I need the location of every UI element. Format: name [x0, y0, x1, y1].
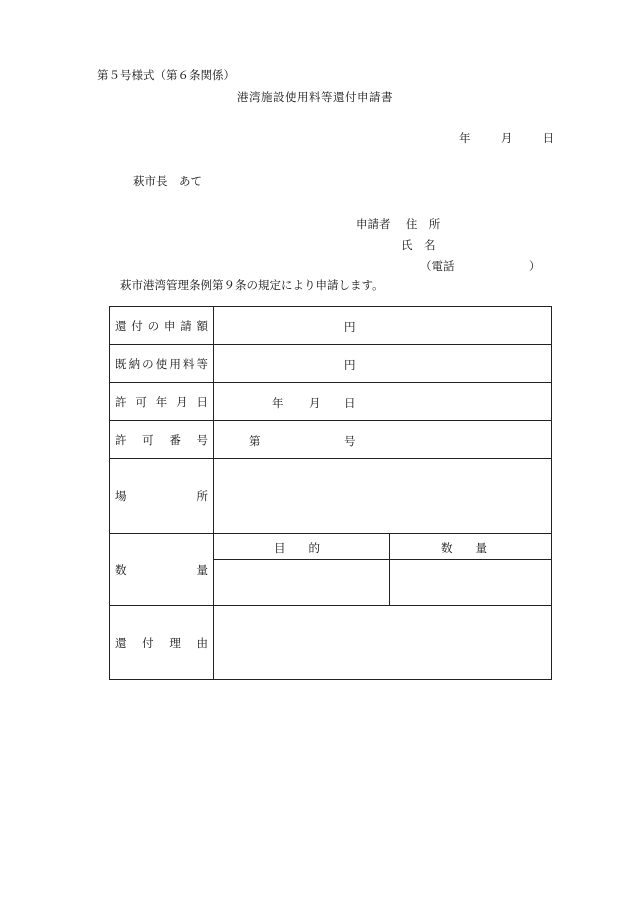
quantity-row: [110, 534, 551, 606]
amount-column-header: 数 量: [441, 541, 487, 555]
permit-date-label: 許可年月日: [110, 383, 214, 420]
quantity-label: 数量: [110, 534, 214, 605]
addressee: 萩市長 あて: [133, 174, 202, 188]
paid-fees-unit: 円: [344, 358, 356, 372]
refund-amount-field[interactable]: [214, 307, 551, 344]
location-label: 場所: [110, 459, 214, 533]
permit-date-year: 年: [272, 396, 284, 410]
date-day-label: 日: [542, 131, 555, 145]
reason-row: [110, 606, 551, 679]
application-statement: 萩市港湾管理条例第９条の規定により申請します。: [120, 278, 384, 292]
permit-date-month: 月: [309, 396, 321, 410]
paid-fees-label: 既納の使用料等: [110, 345, 214, 382]
purpose-column-header: 目 的: [274, 541, 320, 555]
location-row: [110, 459, 551, 534]
applicant-tel-label: （電話: [420, 259, 455, 273]
reason-field[interactable]: [214, 606, 551, 679]
permit-number-prefix: 第: [249, 434, 261, 448]
location-field[interactable]: [214, 459, 551, 533]
applicant-role-label: 申請者: [356, 217, 391, 231]
permit-date-day: 日: [344, 396, 356, 410]
permit-number-suffix: 号: [344, 434, 356, 448]
applicant-block: [356, 214, 541, 277]
purpose-field[interactable]: [214, 560, 389, 605]
refund-form-table: [109, 306, 552, 680]
permit-number-row: [110, 421, 551, 459]
applicant-name-label: 氏 名: [401, 238, 436, 252]
amount-field[interactable]: [390, 560, 551, 605]
applicant-tel-close: ）: [529, 259, 541, 273]
permit-date-field[interactable]: [214, 383, 551, 420]
document-title: 港湾施設使用料等還付申請書: [237, 90, 393, 104]
date-month-label: 月: [500, 131, 513, 145]
paid-fees-row: [110, 345, 551, 383]
applicant-address-label: 住 所: [405, 217, 441, 231]
refund-amount-unit: 円: [344, 320, 356, 334]
refund-amount-row: [110, 307, 551, 345]
refund-amount-label: 還付の申請額: [110, 307, 214, 344]
form-number: 第５号様式（第６条関係）: [97, 68, 235, 82]
application-date: [459, 130, 554, 146]
date-year-label: 年: [459, 131, 471, 145]
paid-fees-field[interactable]: [214, 345, 551, 382]
permit-number-field[interactable]: [214, 421, 551, 458]
reason-label: 還付理由: [110, 606, 214, 679]
permit-number-label: 許可番号: [110, 421, 214, 458]
permit-date-row: [110, 383, 551, 421]
